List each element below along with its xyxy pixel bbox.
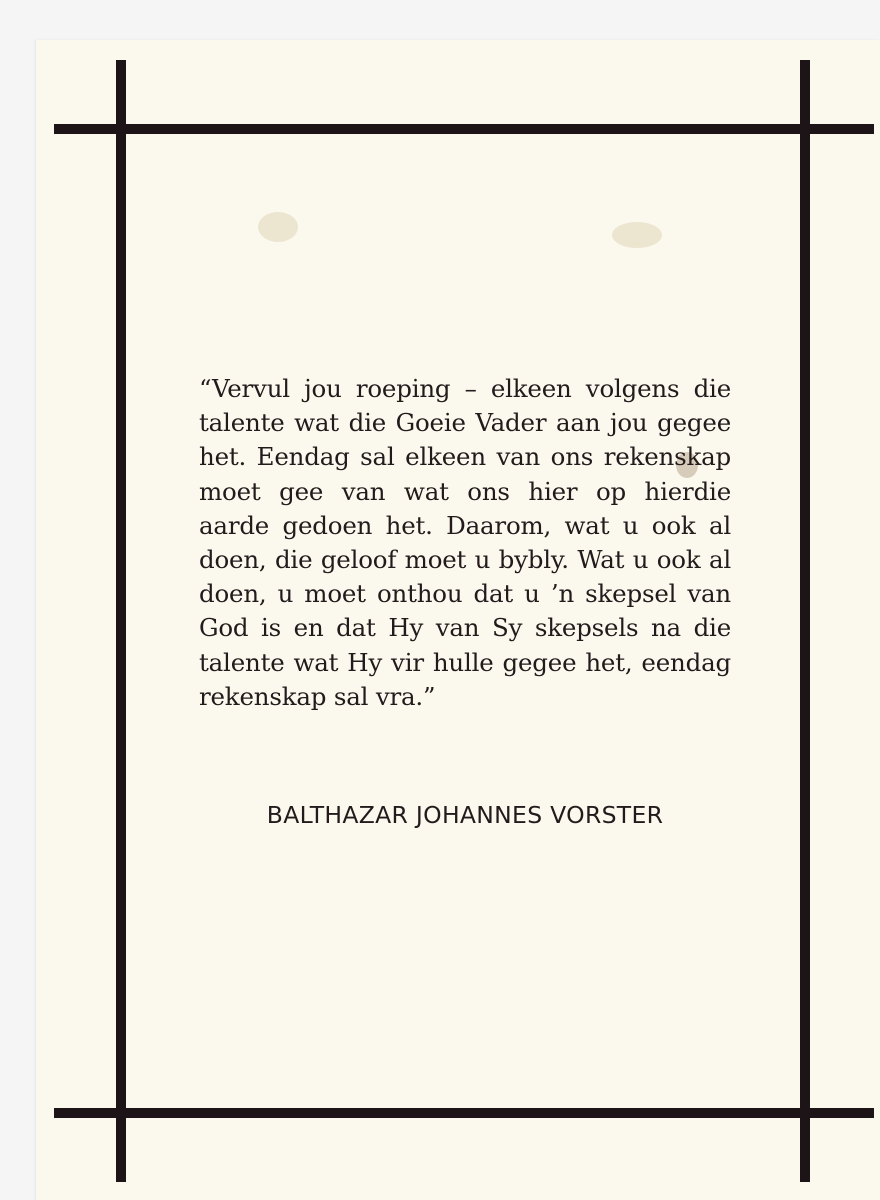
paper-stain bbox=[612, 222, 662, 248]
paper-stain bbox=[258, 212, 298, 242]
quote-text: “Vervul jou roeping – elkeen volgens die talente wat die Goeie Vader aan jou gegee het. Eendag sal elkeen van ons rekenskap moet gee van wat ons hier op hierdie aarde gedoen het. Daarom, wat u ook al doen, die geloof moet u bybly. Wat u ook al doen, u moet onthou dat u ’n skepsel van God is en dat Hy van Sy skepsels na die talente wat Hy vir hulle gegee het, eendag rekenskap sal vra.” bbox=[199, 374, 731, 711]
author-name: BALTHAZAR JOHANNES VORSTER bbox=[266, 801, 664, 829]
border-line-bottom bbox=[54, 1108, 874, 1118]
border-line-right bbox=[800, 60, 810, 1182]
border-line-left bbox=[116, 60, 126, 1182]
border-line-top bbox=[54, 124, 874, 134]
